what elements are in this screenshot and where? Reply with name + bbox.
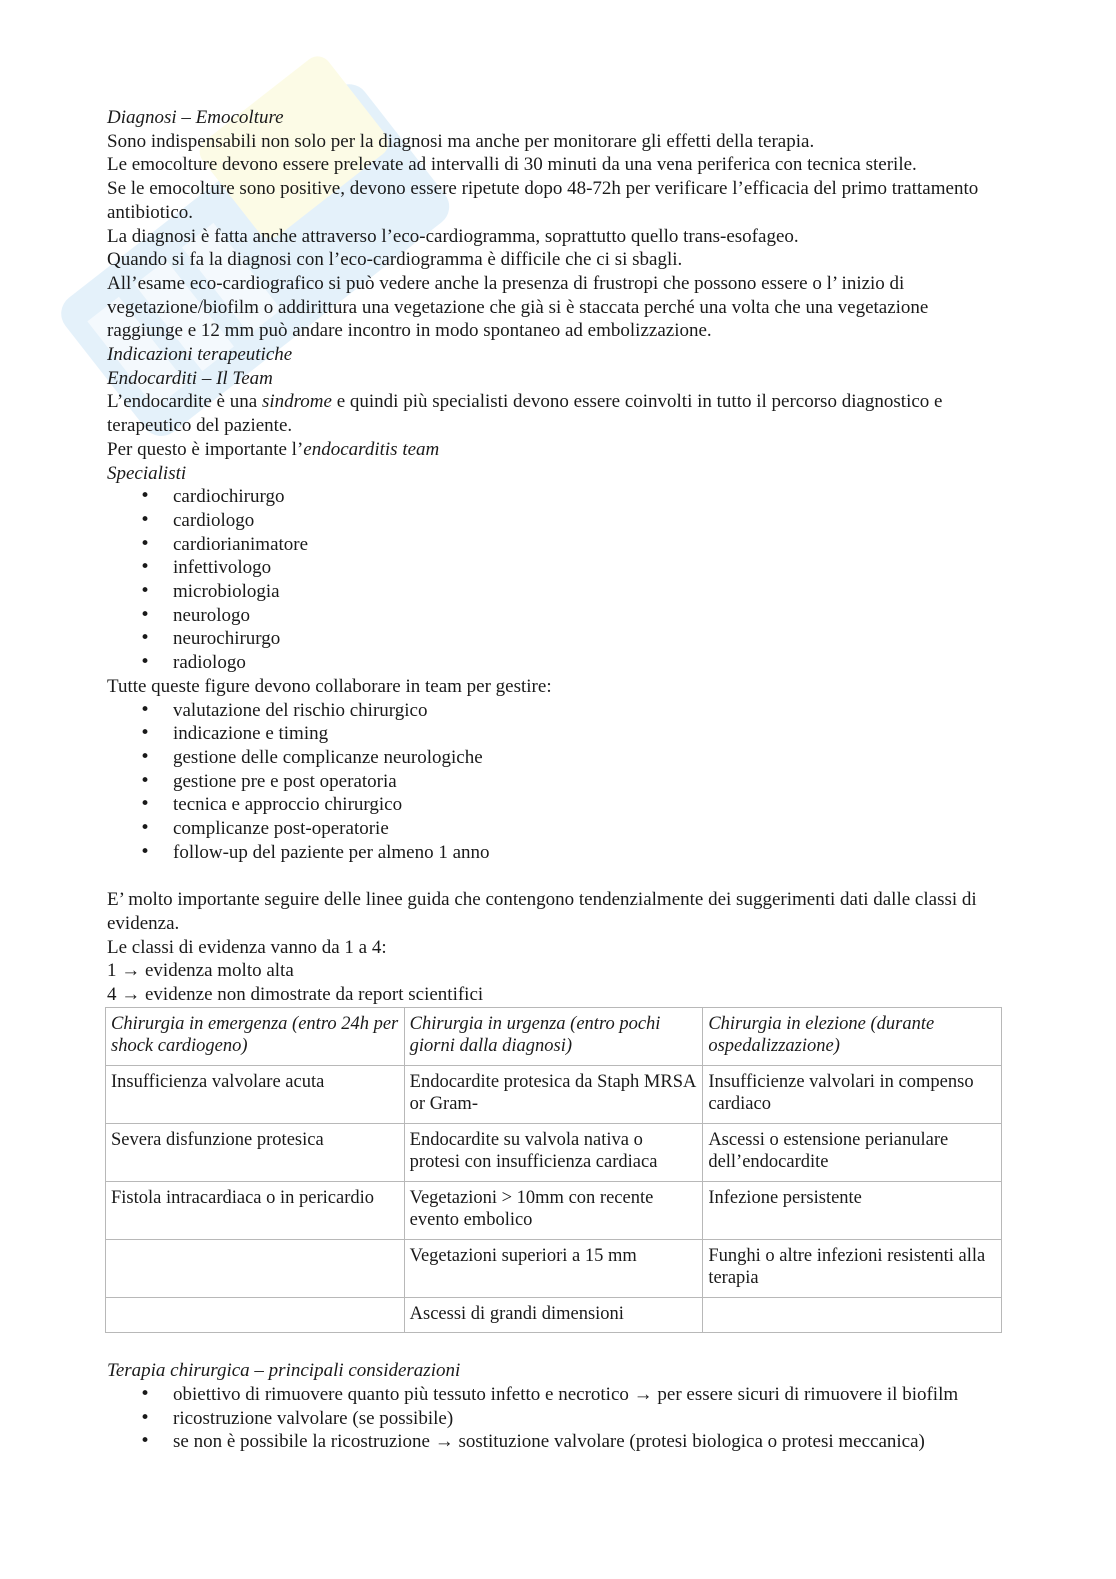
list-item: • follow-up del paziente per almeno 1 anno [107,841,1007,865]
collab-line: Tutte queste figure devono collaborare in team per gestire: [107,675,552,697]
table-cell: Endocardite protesica da Staph MRSA or Gram- [404,1065,703,1123]
list-item: • tecnica e approccio chirurgico [107,793,1007,817]
list-item: • cardiorianimatore [107,533,1007,557]
table-cell: Ascessi di grandi dimensioni [404,1297,703,1333]
table-cell: Severa disfunzione protesica [106,1123,405,1181]
evidenza-line: E’ molto importante seguire delle linee guida che contengono tendenzialmente dei suggerimenti dati dalle classi di evidenza. [107,889,977,934]
terapia-list [107,1383,1007,1454]
table-header-cell: Chirurgia in urgenza (entro pochi giorni dalla diagnosi) [404,1007,703,1065]
diagnosi-line: Sono indispensabili non solo per la diagnosi ma anche per monitorare gli effetti della terapia. [107,130,815,152]
spacer [107,865,1007,889]
diagnosi-line: La diagnosi è fatta anche attraverso l’eco-cardiogramma, soprattutto quello trans-esofageo. [107,225,799,247]
indicazioni-heading: Indicazioni terapeutiche [107,344,293,366]
diagnosi-line: Se le emocolture sono positive, devono essere ripetute dopo 48-72h per verificare l’efficacia del primo trattamento antibiotico. [107,178,979,223]
team-intro [107,390,1007,437]
list-item: • complicanze post-operatorie [107,817,1007,841]
table-cell: Fistola intracardiaca o in pericardio [106,1181,405,1239]
team-important-em: endocarditis team [303,438,440,460]
table-cell: Insufficienza valvolare acuta [106,1065,405,1123]
table-row [106,1239,1002,1297]
table-row [106,1065,1002,1123]
document-page [107,106,1007,1454]
team-intro-em: sindrome [261,391,332,413]
list-item: • neurochirurgo [107,627,1007,651]
list-item: • gestione delle complicanze neurologiche [107,746,1007,770]
table-row [106,1123,1002,1181]
list-item: • radiologo [107,651,1007,675]
list-item: • infettivologo [107,556,1007,580]
diagnosi-heading: Diagnosi – Emocolture [107,107,284,128]
team-important-pre: Per questo è importante l’ [107,438,304,460]
surgery-timing-table [105,1007,1002,1334]
team-heading: Endocarditi – Il Team [107,367,273,389]
table-row [106,1297,1002,1333]
evidenza-line: 1 → evidenza molto alta [107,960,294,982]
table-cell [703,1297,1002,1333]
table-cell: Vegetazioni superiori a 15 mm [404,1239,703,1297]
list-item: • microbiologia [107,580,1007,604]
specialisti-list [107,485,1007,675]
team-intro-pre: L’endocardite è una [107,391,262,413]
diagnosi-line: Quando si fa la diagnosi con l’eco-cardiogramma è difficile che ci si sbagli. [107,249,683,271]
table-row [106,1181,1002,1239]
list-item: • ricostruzione valvolare (se possibile) [107,1407,1007,1431]
table-header-cell: Chirurgia in emergenza (entro 24h per shock cardiogeno) [106,1007,405,1065]
diagnosi-line: Le emocolture devono essere prelevate ad intervalli di 30 minuti da una vena periferica con tecnica sterile. [107,154,917,176]
spacer [107,1333,1007,1359]
table-cell [106,1239,405,1297]
team-important [107,438,1007,462]
table-header-cell: Chirurgia in elezione (durante ospedalizzazione) [703,1007,1002,1065]
terapia-heading: Terapia chirurgica – principali considerazioni [107,1360,461,1382]
table-cell: Insufficienze valvolari in compenso cardiaco [703,1065,1002,1123]
team-intro-post: e quindi più specialisti devono essere coinvolti in tutto il percorso diagnostico e terapeutico del paziente. [107,391,943,437]
table-cell [106,1297,405,1333]
list-item: • se non è possibile la ricostruzione → sostituzione valvolare (protesi biologica o protesi meccanica) [107,1430,1007,1454]
table-header-row [106,1007,1002,1065]
list-item: • gestione pre e post operatoria [107,770,1007,794]
list-item: • cardiochirurgo [107,485,1007,509]
list-item: • neurologo [107,604,1007,628]
specialisti-heading: Specialisti [107,462,187,484]
list-item: • indicazione e timing [107,722,1007,746]
list-item: • obiettivo di rimuovere quanto più tessuto infetto e necrotico → per essere sicuri di rimuovere il biofilm [107,1383,1007,1407]
table-cell: Infezione persistente [703,1181,1002,1239]
compiti-list [107,699,1007,865]
table-cell: Funghi o altre infezioni resistenti alla terapia [703,1239,1002,1297]
table-cell: Endocardite su valvola nativa o protesi con insufficienza cardiaca [404,1123,703,1181]
evidenza-line: Le classi di evidenza vanno da 1 a 4: [107,936,387,958]
list-item: • cardiologo [107,509,1007,533]
diagnosi-line: All’esame eco-cardiografico si può vedere anche la presenza di frustropi che possono essere o l’ inizio di vegetazione/biofilm o addirittura una vegetazione che già si è staccata perché una volta che una vegetazione raggiunge e 12 mm può andare incontro in modo spontaneo ad embolizzazione. [107,272,929,342]
table-cell: Ascessi o estensione perianulare dell’endocardite [703,1123,1002,1181]
table-cell: Vegetazioni > 10mm con recente evento embolico [404,1181,703,1239]
evidenza-line: 4 → evidenze non dimostrate da report scientifici [107,984,484,1005]
list-item: • valutazione del rischio chirurgico [107,699,1007,723]
